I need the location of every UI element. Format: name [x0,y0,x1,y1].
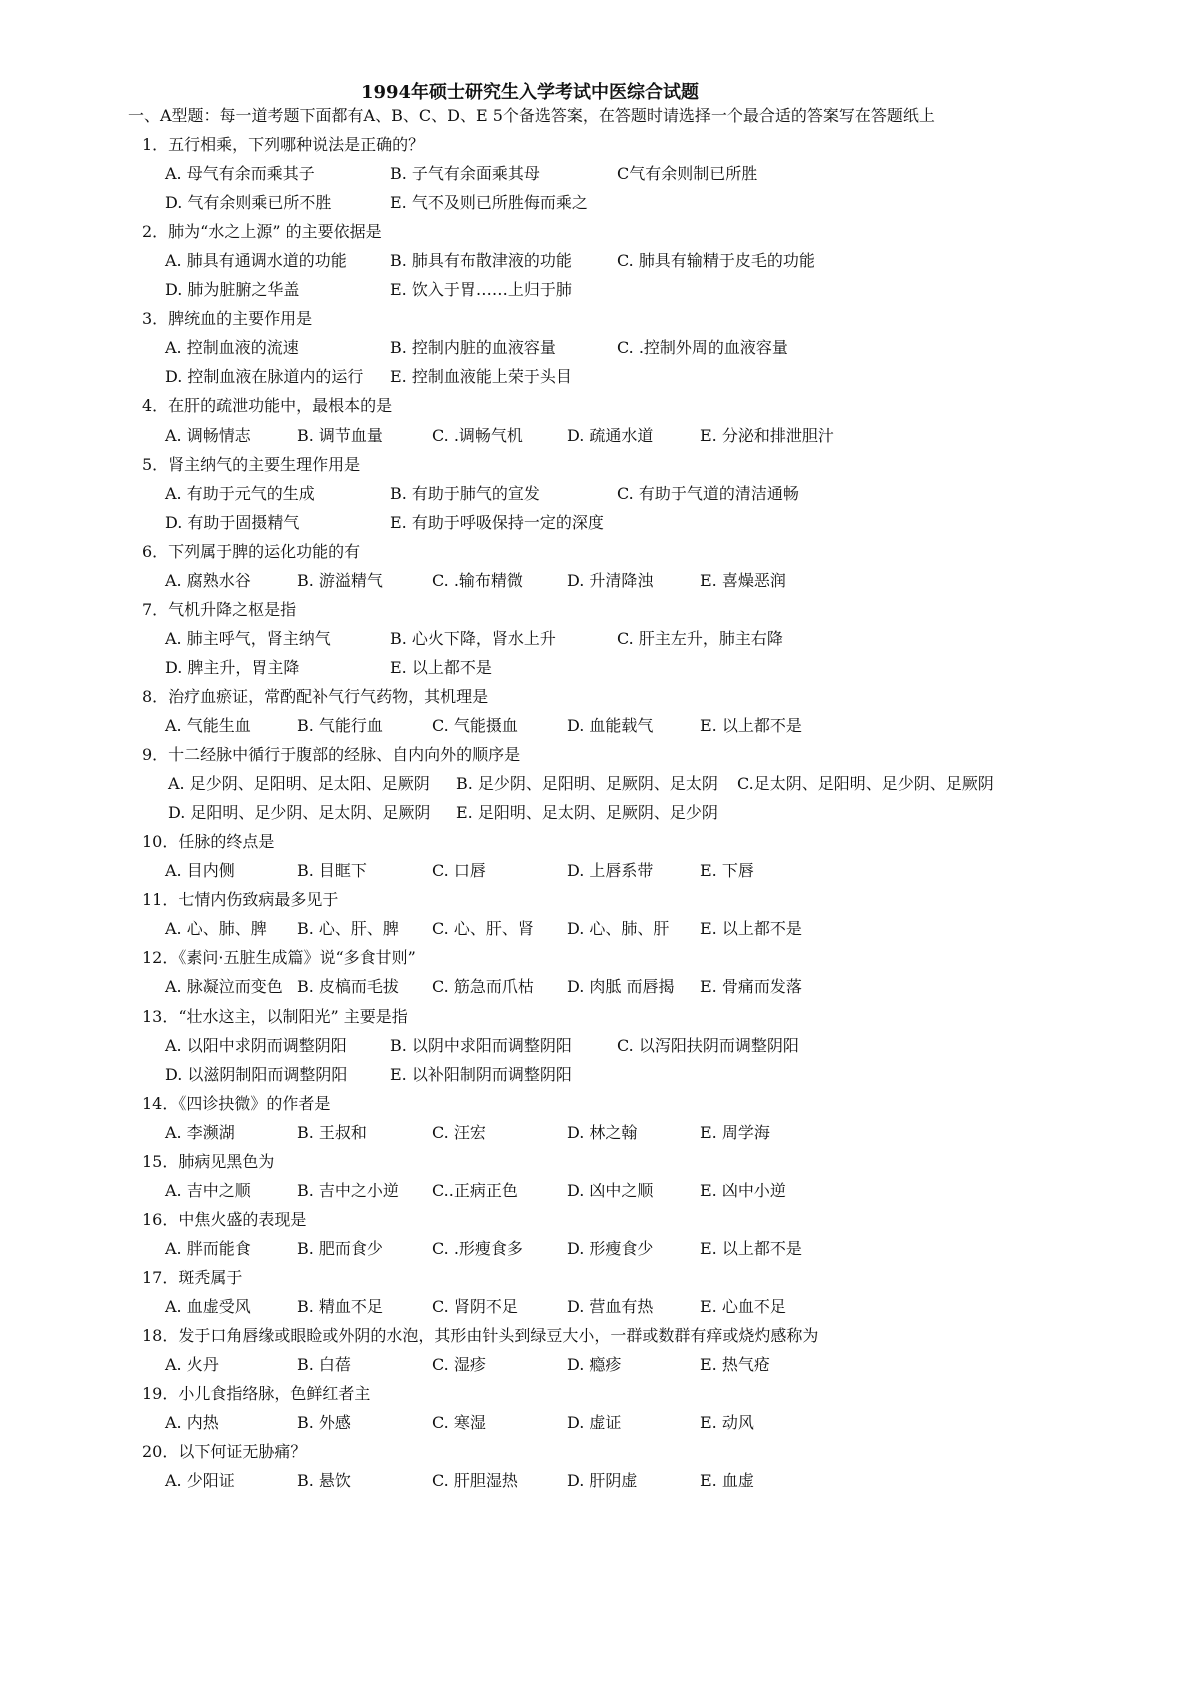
question-stem: 9．十二经脉中循行于腹部的经脉、自内向外的顺序是 [142,745,521,765]
answer-option: E. 以上都不是 [390,657,492,677]
answer-option: A. 有助于元气的生成 [165,483,315,503]
answer-option: E. 足阳明、足太阴、足厥阴、足少阴 [456,803,718,823]
answer-option: E. 分泌和排泄胆汁 [700,425,834,445]
question-stem: 1．五行相乘，下列哪种说法是正确的？ [142,135,425,154]
answer-option: E. 动风 [700,1413,754,1433]
question-stem: 5．肾主纳气的主要生理作用是 [142,454,361,474]
question-stem: 4．在肝的疏泄功能中，最根本的是 [142,396,393,416]
answer-option: D. 升清降浊 [567,570,654,590]
answer-option: C. 肾阴不足 [432,1297,518,1316]
answer-option: E. 骨痛而发落 [700,977,802,997]
answer-option: C. 有助于气道的清洁通畅 [617,483,799,503]
answer-option: D. 肝阴虚 [567,1471,638,1491]
answer-option: D. 气有余则乘已所不胜 [165,193,332,213]
answer-option: C..正病正色 [432,1180,518,1200]
answer-option: B. 肥而食少 [297,1238,383,1258]
answer-option: C. 以泻阳扶阴而调整阴阳 [617,1035,799,1055]
answer-option: E. 以上都不是 [700,716,802,735]
question-stem: 8．治疗血瘀证，常酌配补气行气药物，其机理是 [142,686,489,706]
answer-option: D. 虚证 [567,1413,622,1433]
answer-option: C. .形瘦食多 [432,1238,523,1258]
answer-option: A. 心、肺、脾 [165,919,267,939]
answer-option: B. 王叔和 [297,1122,367,1142]
question-stem: 14．《四诊抉微》的作者是 [142,1093,331,1113]
answer-option: A. 火丹 [165,1355,219,1375]
question-stem: 10．任脉的终点是 [142,832,275,852]
answer-option: E. 控制血液能上荣于头目 [390,367,572,387]
question-stem: 18．发于口角唇缘或眼睑或外阴的水泡，其形由针头到绿豆大小，一群或数群有痒或烧灼感称为 [142,1326,819,1346]
answer-option: B. 游溢精气 [297,570,383,590]
answer-option: E. 以补阳制阴而调整阴阳 [390,1064,572,1084]
answer-option: D. 上唇系带 [567,861,654,881]
answer-option: C. 筋急而爪枯 [432,977,534,997]
answer-option: C.足太阴、足阳明、足少阴、足厥阴 [737,774,994,794]
answer-option: E. 以上都不是 [700,1238,802,1258]
answer-option: A. 内热 [165,1413,219,1433]
question-stem: 13．“壮水这主，以制阳光” 主要是指 [142,1006,408,1026]
answer-option: D. 足阳明、足少阴、足太阴、足厥阴 [168,803,431,823]
section-heading: 一、A型题：每一道考题下面都有A、B、C、D、E 5个备选答案，在答题时请选择一个最合适的答案写在答题纸上 [128,106,935,125]
answer-option: A. 少阳证 [165,1471,235,1491]
answer-option: D. 控制血液在脉道内的运行 [165,367,364,387]
answer-option: B. 气能行血 [297,716,383,735]
answer-option: B. 心火下降，肾水上升 [390,628,556,648]
answer-option: D. 以滋阴制阳而调整阴阳 [165,1064,348,1084]
answer-option: A. 脉凝泣而变色 [165,977,283,997]
answer-option: D. 有助于固摄精气 [165,512,300,532]
question-stem: 19．小儿食指络脉，色鲜红者主 [142,1384,371,1404]
answer-option: D. 林之翰 [567,1122,638,1142]
answer-option: D. 瘾疹 [567,1355,622,1375]
answer-option: D. 凶中之顺 [567,1180,654,1200]
answer-option: B. 子气有余面乘其母 [390,164,540,184]
answer-option: B. 有助于肺气的宣发 [390,483,540,503]
question-stem: 6．下列属于脾的运化功能的有 [142,541,361,561]
answer-option: D. 肺为脏腑之华盖 [165,280,300,300]
answer-option: B. 目眶下 [297,861,367,881]
answer-option: C气有余则制已所胜 [617,164,758,184]
page-title: 1994年硕士研究生入学考试中医综合试题 [360,82,700,103]
answer-option: B. 皮槁而毛拔 [297,977,399,997]
answer-option: A. 胖而能食 [165,1238,251,1258]
answer-option: D. 疏通水道 [567,425,654,445]
answer-option: C. 心、肝、肾 [432,919,534,939]
answer-option: C. .调畅气机 [432,425,523,445]
answer-option: C. .控制外周的血液容量 [617,338,788,358]
answer-option: A. 气能生血 [165,716,251,735]
question-stem: 7．气机升降之枢是指 [142,599,297,619]
answer-option: E. 喜燥恶润 [700,570,786,590]
answer-option: D. 脾主升，胃主降 [165,657,300,677]
answer-option: C. 肺具有输精于皮毛的功能 [617,251,815,271]
answer-option: E. 热气疮 [700,1355,770,1375]
answer-option: B. 肺具有布散津液的功能 [390,251,572,271]
question-stem: 11．七情内伤致病最多见于 [142,890,339,910]
answer-option: C. 口唇 [432,861,486,881]
answer-option: D. 营血有热 [567,1297,654,1316]
answer-option: B. 足少阴、足阳明、足厥阴、足太阴 [456,774,718,794]
answer-option: B. 悬饮 [297,1471,351,1491]
answer-option: A. 足少阴、足阳明、足太阳、足厥阴 [168,774,430,794]
answer-option: A. 吉中之顺 [165,1180,251,1200]
answer-option: A. 肺具有通调水道的功能 [165,251,347,271]
answer-option: A. 肺主呼气，肾主纳气 [165,628,331,648]
answer-option: E. 周学海 [700,1122,770,1142]
answer-option: E. 有助于呼吸保持一定的深度 [390,512,604,532]
answer-option: A. 控制血液的流速 [165,338,299,358]
question-stem: 20．以下何证无胁痛？ [142,1442,307,1462]
answer-option: C. 气能摄血 [432,716,518,735]
answer-option: A. 母气有余而乘其子 [165,164,315,184]
answer-option: A. 调畅情志 [165,425,251,445]
question-stem: 17．斑秃属于 [142,1267,243,1287]
answer-option: B. 外感 [297,1413,351,1433]
answer-option: C. .输布精微 [432,570,523,590]
question-stem: 2．肺为“水之上源” 的主要依据是 [142,222,382,242]
answer-option: B. 以阴中求阳而调整阴阳 [390,1035,572,1055]
answer-option: E. 血虚 [700,1471,754,1491]
answer-option: C. 肝主左升，肺主右降 [617,628,783,648]
answer-option: A. 李濒湖 [165,1122,235,1142]
answer-option: B. 心、肝、脾 [297,919,399,939]
answer-option: D. 肉胝 而唇揭 [567,977,675,997]
answer-option: E. 饮入于胃……上归于肺 [390,280,572,300]
question-stem: 16．中焦火盛的表现是 [142,1209,307,1229]
answer-option: D. 血能载气 [567,716,654,735]
question-stem: 15．肺病见黑色为 [142,1151,275,1171]
answer-option: B. 白蓓 [297,1355,351,1375]
answer-option: E. 心血不足 [700,1297,786,1316]
answer-option: B. 精血不足 [297,1297,383,1316]
answer-option: A. 腐熟水谷 [165,570,251,590]
answer-option: C. 寒湿 [432,1413,486,1433]
answer-option: A. 目内侧 [165,861,235,881]
question-stem: 12．《素问·五脏生成篇》说“多食甘则” [142,948,416,968]
answer-option: A. 血虚受风 [165,1297,251,1316]
answer-option: A. 以阳中求阴而调整阴阳 [165,1035,347,1055]
answer-option: E. 以上都不是 [700,919,802,939]
answer-option: B. 调节血量 [297,425,383,445]
answer-option: D. 心、肺、肝 [567,919,670,939]
answer-option: B. 控制内脏的血液容量 [390,338,556,358]
answer-option: E. 下唇 [700,861,754,881]
answer-option: C. 湿疹 [432,1355,486,1375]
question-stem: 3．脾统血的主要作用是 [142,309,313,329]
answer-option: E. 气不及则已所胜侮而乘之 [390,193,588,213]
answer-option: D. 形瘦食少 [567,1238,654,1258]
answer-option: E. 凶中小逆 [700,1180,786,1200]
answer-option: C. 肝胆湿热 [432,1471,518,1491]
answer-option: B. 吉中之小逆 [297,1180,399,1200]
answer-option: C. 汪宏 [432,1122,486,1142]
